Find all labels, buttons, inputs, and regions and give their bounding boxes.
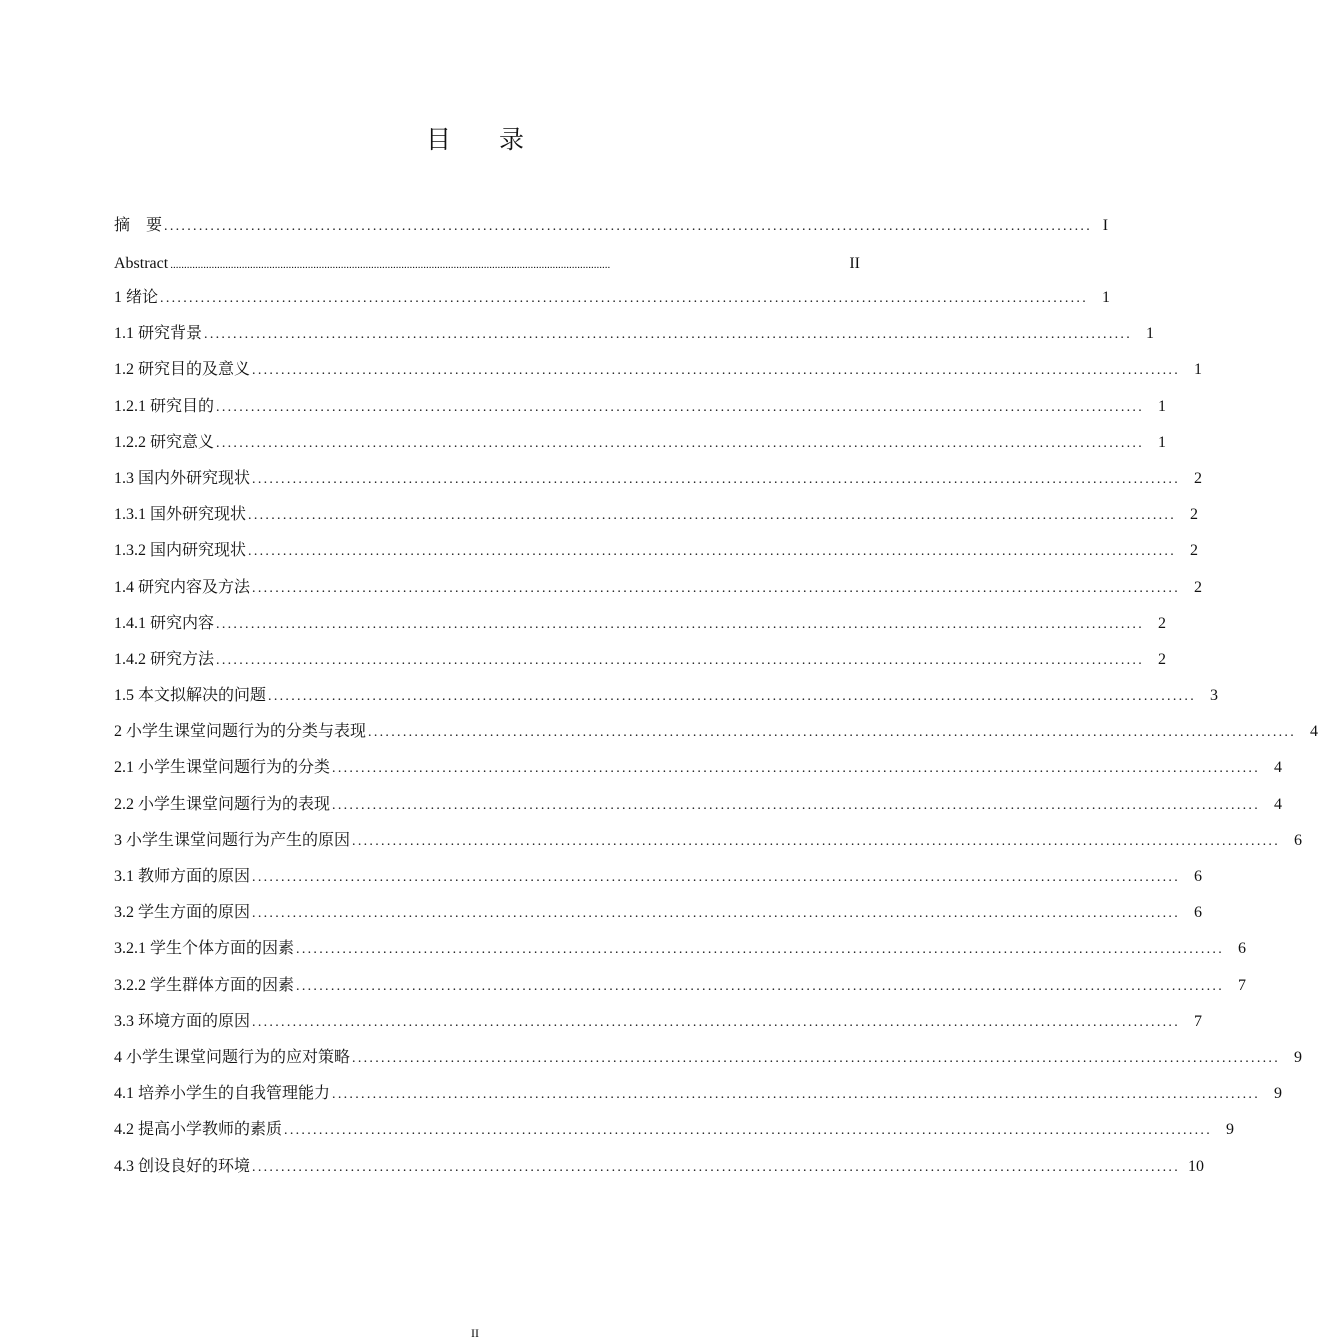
toc-entry-label: 3.3 环境方面的原因 <box>114 1012 251 1030</box>
dot-leader: ................................................................................................................................................................ <box>164 219 1093 234</box>
dot-leader: ................................................................................................................................................................ <box>296 942 1225 958</box>
dot-leader: ................................................................................................................................................................ <box>204 327 1133 343</box>
toc-entry[interactable] <box>114 316 1155 352</box>
toc-title: 目 录 <box>426 125 544 154</box>
toc-entry-page: I <box>1102 217 1109 234</box>
toc-entry-label: 1.3.1 国外研究现状 <box>114 506 247 524</box>
dot-leader: ................................................................................................................................................................ <box>170 259 611 271</box>
toc-entry-label: 1.4 研究内容及方法 <box>114 578 251 596</box>
toc-entry[interactable] <box>114 1076 1283 1112</box>
toc-entry-label: 2.2 小学生课堂问题行为的表现 <box>114 795 331 813</box>
toc-entry-label: 摘 要 <box>114 217 163 234</box>
dot-leader: ................................................................................................................................................................ <box>216 652 1145 668</box>
toc-entry[interactable] <box>114 859 1203 895</box>
toc-entry-page: 4 <box>1310 723 1318 741</box>
toc-entry-page: 1 <box>1158 433 1167 451</box>
dot-leader: ................................................................................................................................................................ <box>352 1050 1281 1066</box>
toc-entry-page: 1 <box>1146 325 1155 343</box>
toc-entry[interactable] <box>114 931 1247 967</box>
toc-entry-label: 2.1 小学生课堂问题行为的分类 <box>114 759 331 777</box>
toc-entry-page: 6 <box>1194 904 1203 922</box>
toc-entry[interactable] <box>114 208 1109 246</box>
toc-entry-label: 4.2 提高小学教师的素质 <box>114 1121 283 1139</box>
dot-leader: ................................................................................................................................................................ <box>268 689 1197 705</box>
toc-entry-label: 1.2 研究目的及意义 <box>114 361 251 379</box>
toc-entry-page: 7 <box>1238 976 1247 994</box>
toc-entry-page: 2 <box>1190 542 1199 560</box>
toc-entry[interactable] <box>114 461 1203 497</box>
toc-entry[interactable] <box>114 425 1167 461</box>
dot-leader: ................................................................................................................................................................ <box>332 1087 1261 1103</box>
toc-entry-page: 9 <box>1226 1121 1235 1139</box>
toc-entry[interactable] <box>114 750 1283 786</box>
dot-leader: ................................................................................................................................................................ <box>352 833 1281 849</box>
dot-leader: ................................................................................................................................................................ <box>248 508 1177 524</box>
toc-entry-label: 1 绪论 <box>114 289 159 306</box>
toc-entry-label: 4.3 创设良好的环境 <box>114 1157 251 1175</box>
toc-entry-page: 10 <box>1188 1157 1205 1175</box>
toc-entry-label: 3 小学生课堂问题行为产生的原因 <box>114 831 351 849</box>
table-of-contents <box>114 208 1318 1185</box>
toc-entry-page: 4 <box>1274 759 1283 777</box>
toc-entry[interactable] <box>114 1004 1203 1040</box>
dot-leader: ................................................................................................................................................................ <box>252 471 1181 487</box>
toc-entry-label: 1.2.1 研究目的 <box>114 397 215 415</box>
toc-entry[interactable] <box>114 533 1199 569</box>
toc-entry-label: 3.2 学生方面的原因 <box>114 904 251 922</box>
toc-entry-label: 4 小学生课堂问题行为的应对策略 <box>114 1048 351 1066</box>
toc-entry[interactable] <box>114 823 1303 859</box>
toc-entry-label: 1.1 研究背景 <box>114 325 203 343</box>
toc-entry[interactable] <box>114 352 1203 388</box>
toc-entry[interactable] <box>114 787 1283 823</box>
dot-leader: ................................................................................................................................................................ <box>252 363 1181 379</box>
toc-entry[interactable] <box>114 389 1167 425</box>
toc-entry[interactable] <box>114 678 1219 714</box>
toc-entry-label: 1.4.2 研究方法 <box>114 650 215 668</box>
toc-entry-page: 1 <box>1102 289 1111 306</box>
toc-entry-label: 1.3 国内外研究现状 <box>114 469 251 487</box>
toc-entry-label: 4.1 培养小学生的自我管理能力 <box>114 1085 331 1103</box>
dot-leader: ................................................................................................................................................................ <box>216 435 1145 451</box>
dot-leader: ................................................................................................................................................................ <box>368 725 1297 741</box>
toc-entry[interactable] <box>114 895 1203 931</box>
toc-entry[interactable] <box>114 246 860 280</box>
toc-entry-label: 1.3.2 国内研究现状 <box>114 542 247 560</box>
toc-entry-label: 2 小学生课堂问题行为的分类与表现 <box>114 723 367 741</box>
dot-leader: ................................................................................................................................................................ <box>216 616 1145 632</box>
page-number-footer: II <box>471 1326 479 1340</box>
toc-entry-page: 2 <box>1158 650 1167 668</box>
toc-entry-page: 2 <box>1190 506 1199 524</box>
dot-leader: ................................................................................................................................................................ <box>252 1159 1181 1175</box>
toc-entry-page: 3 <box>1210 687 1219 705</box>
toc-entry[interactable] <box>114 714 1318 750</box>
toc-entry-label: Abstract <box>114 255 169 272</box>
toc-entry[interactable] <box>114 968 1247 1004</box>
toc-entry-label: 1.2.2 研究意义 <box>114 433 215 451</box>
toc-entry-label: 1.5 本文拟解决的问题 <box>114 687 267 705</box>
dot-leader: ................................................................................................................................................................ <box>248 544 1177 560</box>
toc-entry[interactable] <box>114 280 1111 316</box>
dot-leader: ................................................................................................................................................................ <box>252 906 1181 922</box>
dot-leader: ................................................................................................................................................................ <box>332 761 1261 777</box>
toc-entry-label: 3.2.1 学生个体方面的因素 <box>114 940 295 958</box>
toc-entry[interactable] <box>114 570 1203 606</box>
toc-entry[interactable] <box>114 1149 1205 1185</box>
toc-entry-page: 1 <box>1158 397 1167 415</box>
toc-entry-page: 9 <box>1274 1085 1283 1103</box>
dot-leader: ................................................................................................................................................................ <box>160 291 1089 306</box>
toc-entry-label: 3.2.2 学生群体方面的因素 <box>114 976 295 994</box>
toc-entry-page: II <box>849 255 860 272</box>
toc-entry[interactable] <box>114 606 1167 642</box>
toc-entry-page: 2 <box>1194 578 1203 596</box>
toc-entry[interactable] <box>114 642 1167 678</box>
toc-entry-page: 6 <box>1194 868 1203 885</box>
toc-entry-label: 1.4.1 研究内容 <box>114 614 215 632</box>
toc-entry[interactable] <box>114 497 1199 533</box>
toc-entry-page: 2 <box>1194 469 1203 487</box>
toc-entry-page: 6 <box>1238 940 1247 958</box>
toc-entry[interactable] <box>114 1112 1235 1148</box>
dot-leader: ................................................................................................................................................................ <box>216 399 1145 415</box>
dot-leader: ................................................................................................................................................................ <box>252 870 1181 885</box>
dot-leader: ................................................................................................................................................................ <box>252 580 1181 596</box>
toc-entry-page: 1 <box>1194 361 1203 379</box>
toc-entry-page: 6 <box>1294 831 1303 849</box>
toc-entry-page: 7 <box>1194 1012 1203 1030</box>
dot-leader: ................................................................................................................................................................ <box>332 797 1261 813</box>
toc-entry-page: 9 <box>1294 1048 1303 1066</box>
dot-leader: ................................................................................................................................................................ <box>252 1014 1181 1030</box>
dot-leader: ................................................................................................................................................................ <box>296 978 1225 994</box>
toc-entry[interactable] <box>114 1040 1303 1076</box>
dot-leader: ................................................................................................................................................................ <box>284 1123 1213 1139</box>
toc-entry-page: 2 <box>1158 614 1167 632</box>
toc-entry-label: 3.1 教师方面的原因 <box>114 868 251 885</box>
toc-entry-page: 4 <box>1274 795 1283 813</box>
